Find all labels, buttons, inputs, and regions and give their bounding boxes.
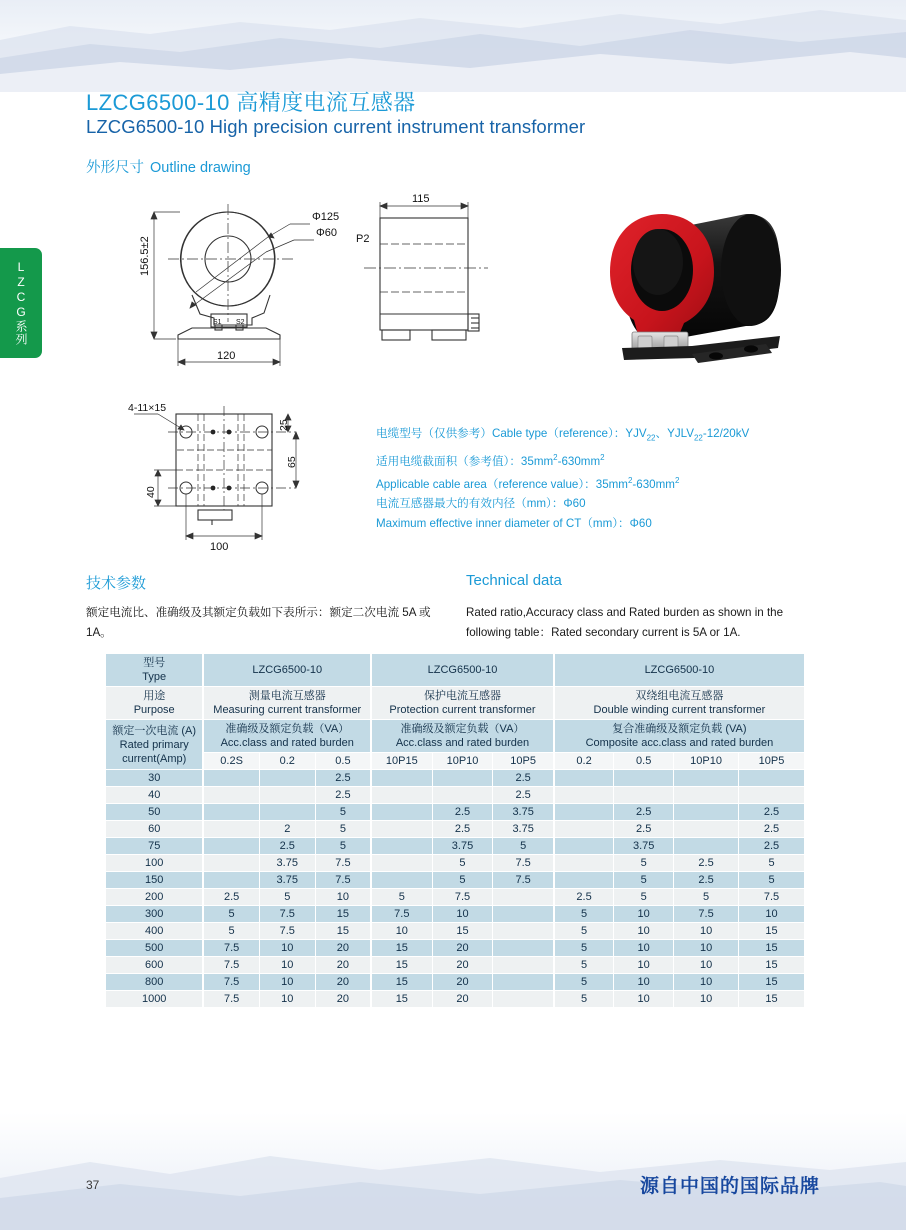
- table-cell-burden: 2.5: [614, 821, 674, 838]
- table-cell-burden: [203, 821, 259, 838]
- table-cell-burden: [674, 770, 739, 787]
- table-cell-burden: 15: [315, 906, 371, 923]
- table-cell-burden: 7.5: [493, 872, 554, 889]
- mountain-silhouette-top: [0, 0, 906, 92]
- table-cell-burden: 3.75: [432, 838, 493, 855]
- table-cell-rated-current: 50: [106, 804, 204, 821]
- table-cell-burden: [614, 770, 674, 787]
- table-row: [106, 838, 805, 855]
- purpose-label-en: Purpose: [133, 704, 175, 716]
- table-cell-burden: 10: [371, 923, 432, 940]
- table-cell-burden: 5: [259, 889, 315, 906]
- cable-area-cn-mid: -630mm: [557, 454, 601, 468]
- type-value-measuring: LZCG6500-10: [203, 654, 371, 687]
- cable-type-line: [376, 424, 816, 448]
- table-cell-burden: [203, 804, 259, 821]
- table-cell-burden: 10: [739, 906, 805, 923]
- table-cell-rated-current: 600: [106, 957, 204, 974]
- table-cell-burden: [432, 787, 493, 804]
- sidebar-series-tab[interactable]: [0, 248, 42, 358]
- purpose-measuring: [203, 687, 371, 720]
- table-cell-burden: [554, 804, 614, 821]
- table-row: [106, 804, 805, 821]
- table-row: [106, 957, 805, 974]
- table-cell-burden: 5: [203, 906, 259, 923]
- table-cell-burden: [493, 889, 554, 906]
- table-row-purpose: [106, 687, 805, 720]
- inner-diameter-en-line: Maximum effective inner diameter of CT（mm）：Φ60: [376, 516, 652, 530]
- purpose-double-en: Double winding current transformer: [593, 704, 766, 716]
- class-col-6: 0.2: [554, 753, 614, 770]
- purpose-label-cn: 用途: [143, 690, 166, 702]
- table-row: [106, 906, 805, 923]
- table-cell-burden: 7.5: [315, 872, 371, 889]
- table-cell-rated-current: 40: [106, 787, 204, 804]
- cable-area-en-sup2: 2: [674, 475, 680, 485]
- burden-header-double-en: Composite acc.class and rated burden: [585, 737, 774, 749]
- table-cell-burden: 10: [614, 991, 674, 1008]
- front-view-svg: [118, 192, 348, 387]
- table-row: [106, 821, 805, 838]
- table-cell-burden: 2.5: [315, 770, 371, 787]
- table-cell-burden: 7.5: [739, 889, 805, 906]
- table-cell-rated-current: 75: [106, 838, 204, 855]
- table-cell-burden: 2.5: [315, 787, 371, 804]
- table-cell-burden: [554, 872, 614, 889]
- dim-base-width: 120: [217, 350, 236, 362]
- table-cell-burden: 15: [739, 940, 805, 957]
- table-cell-burden: 15: [371, 991, 432, 1008]
- table-cell-burden: 2.5: [739, 838, 805, 855]
- section-heading-outline: [86, 156, 251, 177]
- table-cell-burden: 20: [315, 940, 371, 957]
- inner-diameter-cn-line: 电流互感器最大的有效内径（mm）：Φ60: [376, 497, 586, 511]
- type-label-en: Type: [142, 671, 167, 683]
- table-cell-burden: 5: [554, 940, 614, 957]
- table-cell-burden: 5: [739, 855, 805, 872]
- table-cell-burden: 10: [614, 906, 674, 923]
- table-cell-rated-current: 150: [106, 872, 204, 889]
- table-cell-burden: 7.5: [203, 957, 259, 974]
- table-row: [106, 889, 805, 906]
- table-cell-burden: 2.5: [674, 872, 739, 889]
- table-cell-burden: 15: [371, 940, 432, 957]
- cable-area-en: Applicable cable area（reference value）：35mm: [376, 477, 628, 491]
- table-row-burden-header: [106, 720, 805, 753]
- type-row-label: [106, 654, 204, 687]
- table-cell-burden: 15: [371, 974, 432, 991]
- table-cell-burden: 7.5: [203, 974, 259, 991]
- footer-slogan: 源自中国的国际品牌: [639, 1176, 820, 1197]
- table-cell-burden: 10: [674, 991, 739, 1008]
- table-row: [106, 974, 805, 991]
- table-cell-burden: 5: [371, 889, 432, 906]
- purpose-double: [554, 687, 805, 720]
- technical-data-heading-cn: 技术参数: [86, 575, 147, 592]
- cable-type-sub2: 22: [693, 433, 703, 443]
- label-p2: P2: [356, 233, 370, 245]
- table-cell-burden: 2.5: [554, 889, 614, 906]
- table-cell-rated-current: 400: [106, 923, 204, 940]
- table-cell-burden: [371, 855, 432, 872]
- table-cell-burden: 10: [614, 923, 674, 940]
- burden-header-measuring-en: Acc.class and rated burden: [220, 737, 354, 749]
- table-cell-burden: 10: [614, 940, 674, 957]
- rated-current-label-en1: Rated primary: [119, 738, 189, 751]
- specification-table-body: [106, 770, 805, 1008]
- purpose-double-cn: 双绕组电流互感器: [635, 690, 724, 702]
- table-cell-burden: 5: [203, 923, 259, 940]
- table-cell-burden: 7.5: [203, 940, 259, 957]
- table-cell-burden: 5: [614, 855, 674, 872]
- table-cell-burden: 10: [674, 974, 739, 991]
- side-view-svg: [352, 188, 512, 378]
- page-number: 37: [86, 1178, 100, 1192]
- table-cell-burden: 20: [315, 974, 371, 991]
- table-cell-burden: 20: [432, 957, 493, 974]
- table-cell-burden: [493, 923, 554, 940]
- cable-area-en-sup1: 2: [627, 475, 633, 485]
- table-cell-burden: 20: [432, 974, 493, 991]
- dim-65: 65: [286, 456, 298, 468]
- table-cell-rated-current: 800: [106, 974, 204, 991]
- class-col-7: 0.5: [614, 753, 674, 770]
- table-cell-burden: [371, 804, 432, 821]
- table-cell-burden: [554, 770, 614, 787]
- table-cell-burden: 2.5: [432, 804, 493, 821]
- rated-current-label: [106, 720, 204, 770]
- table-cell-burden: [493, 974, 554, 991]
- table-cell-burden: 15: [315, 923, 371, 940]
- table-row: [106, 991, 805, 1008]
- table-cell-burden: 5: [315, 838, 371, 855]
- dim-height: 156.5±2: [139, 236, 151, 276]
- burden-header-double-cn: 复合准确级及额定负载 (VA): [612, 723, 747, 735]
- table-cell-burden: 2.5: [614, 804, 674, 821]
- table-cell-burden: 20: [315, 957, 371, 974]
- cable-area-en-line: [376, 471, 816, 494]
- cable-type-cn: 电缆型号（仅供参考）: [376, 427, 492, 440]
- table-cell-burden: [371, 872, 432, 889]
- table-cell-burden: 10: [674, 923, 739, 940]
- purpose-protection-en: Protection current transformer: [389, 704, 536, 716]
- table-row: [106, 855, 805, 872]
- table-cell-burden: 2.5: [739, 804, 805, 821]
- class-col-2: 0.5: [315, 753, 371, 770]
- base-plate-drawing: [128, 398, 348, 558]
- table-cell-burden: 20: [432, 991, 493, 1008]
- section-heading-cn: 外形尺寸: [86, 160, 144, 176]
- table-cell-burden: [371, 770, 432, 787]
- table-cell-burden: [203, 855, 259, 872]
- table-cell-burden: 7.5: [493, 855, 554, 872]
- burden-header-double: [554, 720, 805, 753]
- table-cell-burden: [203, 838, 259, 855]
- table-cell-burden: 7.5: [259, 906, 315, 923]
- table-cell-burden: 5: [614, 872, 674, 889]
- purpose-measuring-cn: 测量电流互感器: [248, 690, 326, 702]
- table-cell-burden: 15: [432, 923, 493, 940]
- table-cell-burden: [674, 821, 739, 838]
- table-cell-rated-current: 200: [106, 889, 204, 906]
- terminal-s2-label: S2: [236, 319, 245, 326]
- table-cell-burden: 10: [614, 974, 674, 991]
- page-title-en: LZCG6500-10 High precision current instrument transformer: [86, 116, 586, 137]
- table-cell-burden: 10: [259, 940, 315, 957]
- table-cell-burden: 5: [315, 804, 371, 821]
- table-cell-burden: 2.5: [674, 855, 739, 872]
- table-cell-rated-current: 100: [106, 855, 204, 872]
- cable-specification-block: [376, 424, 816, 533]
- burden-header-protection-en: Acc.class and rated burden: [395, 737, 530, 749]
- table-cell-burden: 15: [739, 957, 805, 974]
- dim-outer-diameter: Φ125: [312, 211, 340, 223]
- cable-type-en: Cable type（reference）：YJV: [491, 427, 647, 440]
- table-cell-burden: 10: [674, 940, 739, 957]
- cable-area-cn: 适用电缆截面积（参考值）：35mm: [376, 454, 554, 468]
- table-cell-burden: 20: [315, 991, 371, 1008]
- table-cell-burden: 5: [315, 821, 371, 838]
- cable-area-en-mid: -630mm: [632, 477, 675, 491]
- dim-hole-spec: 4-11×15: [128, 402, 167, 414]
- class-col-1: 0.2: [259, 753, 315, 770]
- table-cell-burden: [259, 787, 315, 804]
- burden-header-protection-cn: 准确级及额定负载（VA）: [400, 723, 525, 735]
- table-cell-rated-current: 30: [106, 770, 204, 787]
- table-cell-burden: [432, 770, 493, 787]
- table-cell-burden: 5: [554, 957, 614, 974]
- purpose-measuring-en: Measuring current transformer: [213, 704, 362, 716]
- side-view-drawing: [352, 188, 512, 383]
- table-cell-burden: 2.5: [203, 889, 259, 906]
- table-cell-rated-current: 60: [106, 821, 204, 838]
- class-col-9: 10P5: [739, 753, 805, 770]
- table-cell-burden: 3.75: [259, 855, 315, 872]
- type-value-double: LZCG6500-10: [554, 654, 805, 687]
- table-row-class-columns: [106, 753, 805, 770]
- table-cell-burden: 7.5: [259, 923, 315, 940]
- table-cell-burden: 5: [432, 855, 493, 872]
- table-row: [106, 923, 805, 940]
- dim-side-width: 115: [412, 193, 430, 205]
- class-col-3: 10P15: [371, 753, 432, 770]
- table-cell-burden: 3.75: [493, 804, 554, 821]
- purpose-row-label: [106, 687, 204, 720]
- purpose-protection: [371, 687, 554, 720]
- table-cell-burden: 10: [259, 991, 315, 1008]
- technical-data-paragraph-en: Rated ratio,Accuracy class and Rated burden as shown in the following table：Rated secondary current is 5A or 1A.: [466, 606, 784, 639]
- base-plate-svg: [128, 398, 348, 553]
- page-title-cn: LZCG6500-10 高精度电流互感器: [86, 90, 416, 115]
- table-cell-burden: [371, 838, 432, 855]
- table-cell-burden: 15: [739, 991, 805, 1008]
- table-cell-burden: [203, 787, 259, 804]
- cable-area-sup2: 2: [600, 452, 605, 462]
- table-cell-burden: 5: [614, 889, 674, 906]
- cable-area-sup1: 2: [553, 452, 558, 462]
- table-cell-burden: [739, 787, 805, 804]
- class-col-5: 10P5: [493, 753, 554, 770]
- table-cell-burden: 15: [739, 974, 805, 991]
- table-cell-burden: 2.5: [739, 821, 805, 838]
- table-cell-burden: 5: [554, 974, 614, 991]
- dim-40: 40: [145, 486, 157, 498]
- table-cell-burden: 7.5: [371, 906, 432, 923]
- section-heading-en: Outline drawing: [150, 160, 251, 176]
- table-cell-burden: 2.5: [493, 770, 554, 787]
- table-cell-burden: 3.75: [493, 821, 554, 838]
- table-cell-burden: 2.5: [432, 821, 493, 838]
- table-cell-rated-current: 1000: [106, 991, 204, 1008]
- table-cell-burden: [203, 872, 259, 889]
- table-row: [106, 940, 805, 957]
- table-cell-burden: [554, 787, 614, 804]
- table-cell-burden: 5: [674, 889, 739, 906]
- table-cell-burden: 7.5: [203, 991, 259, 1008]
- cable-area-cn-line: [376, 448, 816, 471]
- table-cell-burden: 15: [371, 957, 432, 974]
- table-row: [106, 770, 805, 787]
- table-cell-burden: [203, 770, 259, 787]
- dim-100: 100: [210, 541, 229, 553]
- technical-data-heading-en: Technical data: [466, 572, 562, 589]
- table-cell-burden: 7.5: [315, 855, 371, 872]
- class-col-8: 10P10: [674, 753, 739, 770]
- table-row: [106, 787, 805, 804]
- rated-current-label-en2: current(Amp): [122, 752, 187, 765]
- purpose-protection-cn: 保护电流互感器: [423, 690, 501, 702]
- technical-data-paragraph-cn: 额定电流比、准确级及其额定负载如下表所示：额定二次电流 5A 或 1A。: [86, 606, 431, 639]
- type-label-cn: 型号: [143, 657, 166, 669]
- table-row-type: [106, 654, 805, 687]
- table-cell-rated-current: 300: [106, 906, 204, 923]
- type-value-protection: LZCG6500-10: [371, 654, 554, 687]
- class-col-4: 10P10: [432, 753, 493, 770]
- rated-current-label-cn: 额定一次电流 (A): [112, 724, 197, 737]
- table-cell-burden: 7.5: [432, 889, 493, 906]
- table-cell-burden: 5: [739, 872, 805, 889]
- specification-table: [105, 653, 805, 1008]
- table-cell-burden: [614, 787, 674, 804]
- dim-25: 25: [278, 419, 290, 431]
- table-cell-burden: 5: [554, 906, 614, 923]
- table-cell-burden: 5: [554, 923, 614, 940]
- table-cell-burden: [554, 855, 614, 872]
- table-cell-burden: 5: [554, 991, 614, 1008]
- table-cell-burden: 10: [614, 957, 674, 974]
- table-cell-burden: 3.75: [614, 838, 674, 855]
- table-cell-burden: 7.5: [674, 906, 739, 923]
- cable-type-sub1: 22: [646, 433, 656, 443]
- table-cell-burden: 10: [674, 957, 739, 974]
- table-cell-burden: [371, 787, 432, 804]
- table-cell-rated-current: 500: [106, 940, 204, 957]
- table-cell-burden: [493, 906, 554, 923]
- dim-inner-diameter: Φ60: [316, 227, 338, 239]
- table-cell-burden: [674, 804, 739, 821]
- table-cell-burden: 20: [432, 940, 493, 957]
- table-cell-burden: [371, 821, 432, 838]
- table-cell-burden: 10: [315, 889, 371, 906]
- table-row: [106, 872, 805, 889]
- cable-type-tail: -12/20kV: [702, 427, 750, 440]
- sidebar-tab-label: LZCG系列: [14, 260, 28, 346]
- burden-header-measuring: [203, 720, 371, 753]
- product-photo-svg: [566, 196, 838, 388]
- table-cell-burden: 15: [739, 923, 805, 940]
- table-cell-burden: 5: [432, 872, 493, 889]
- table-cell-burden: 2.5: [493, 787, 554, 804]
- table-cell-burden: 5: [493, 838, 554, 855]
- table-cell-burden: 10: [259, 974, 315, 991]
- product-photo: [566, 196, 838, 388]
- front-view-drawing: [118, 192, 348, 392]
- class-col-0: 0.2S: [203, 753, 259, 770]
- table-cell-burden: 10: [432, 906, 493, 923]
- table-cell-burden: 10: [259, 957, 315, 974]
- burden-header-measuring-cn: 准确级及额定负载（VA）: [225, 723, 350, 735]
- burden-header-protection: [371, 720, 554, 753]
- terminal-s1-label: S1: [213, 319, 222, 326]
- table-cell-burden: [493, 991, 554, 1008]
- table-cell-burden: [674, 787, 739, 804]
- table-cell-burden: 3.75: [259, 872, 315, 889]
- table-cell-burden: [554, 821, 614, 838]
- table-cell-burden: 2: [259, 821, 315, 838]
- table-cell-burden: [259, 770, 315, 787]
- table-cell-burden: [493, 957, 554, 974]
- table-cell-burden: 2.5: [259, 838, 315, 855]
- table-cell-burden: [259, 804, 315, 821]
- top-mountain-background: [0, 0, 906, 92]
- table-cell-burden: [739, 770, 805, 787]
- table-cell-burden: [674, 838, 739, 855]
- cable-type-mid: 、YJLV: [655, 427, 694, 440]
- table-cell-burden: [493, 940, 554, 957]
- table-cell-burden: [554, 838, 614, 855]
